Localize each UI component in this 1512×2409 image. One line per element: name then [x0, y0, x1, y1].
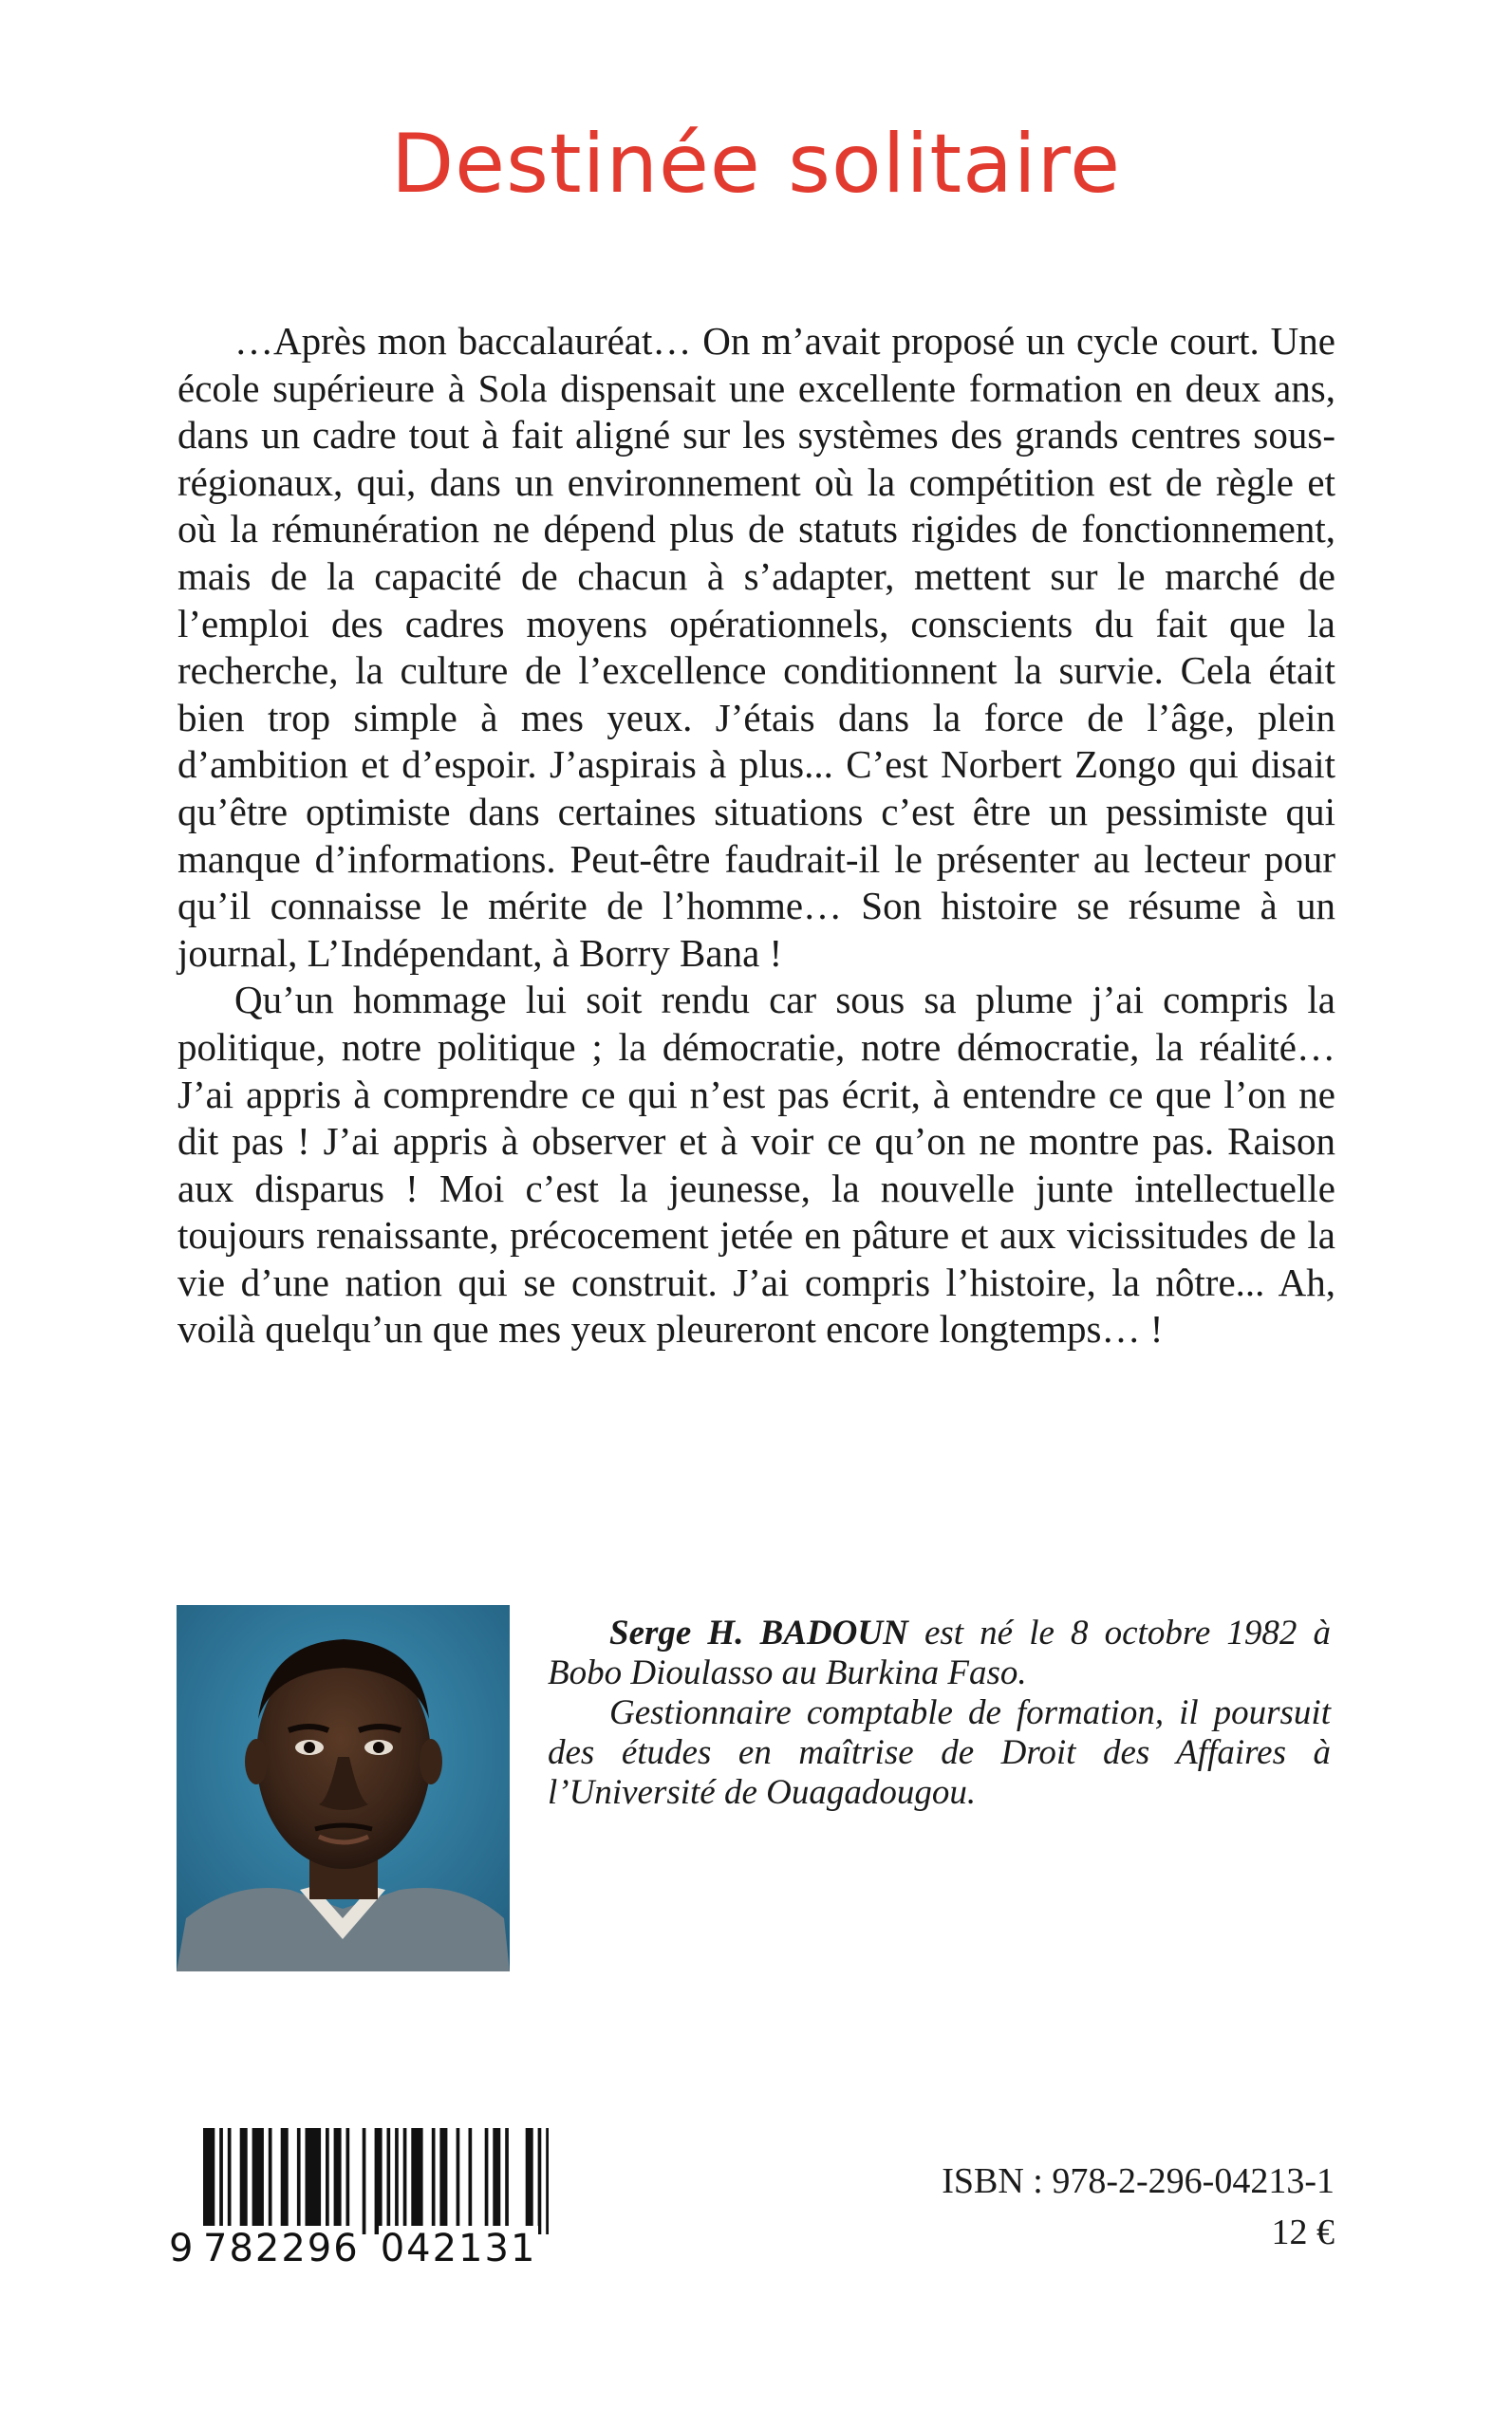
barcode-bar — [297, 2128, 301, 2234]
author-bio-paragraph: Gestionnaire comptable de formation, il poursuit des études en maîtrise de Droit des Affaires à l’Université de Ouagadougou. — [548, 1693, 1331, 1812]
barcode-lead-digit: 9 — [169, 2227, 194, 2270]
barcode-bar — [411, 2128, 422, 2234]
barcode-bar — [395, 2128, 399, 2234]
barcode-bar — [505, 2128, 509, 2234]
author-bio-paragraph — [548, 1614, 1331, 1693]
barcode-bar — [375, 2128, 383, 2234]
barcode-bar — [538, 2128, 542, 2234]
barcode-digit-group: 782296 — [203, 2227, 360, 2270]
blurb-paragraph: …Après mon baccalauréat… On m’avait proposé un cycle court. Une école supérieure à Sola dispensait une excellente formation en deux ans, dans un cadre tout à fait aligné sur les systèmes des grands centres sous-régionaux, qui, dans un environnement où la compétition est de règle et où la rémunération ne dépend plus de statuts rigides de fonctionnement, mais de la capacité de chacun à s’adapter, mettent sur le marché de l’emploi des cadres moyens opérationnels, conscients du fait que la recherche, la culture de l’excellence conditionnent la survie. Cela était bien trop simple à mes yeux. J’étais dans la force de l’âge, plein d’ambition et d’espoir. J’aspirais à plus... C’est Norbert Zongo qui disait qu’être optimiste dans certaines situations c’est être un pessimiste qui manque d’informations. Peut-être faudrait-il le présenter au lecteur pour qu’il connaisse le mérite de l’homme… Son histoire se résume à un journal, L’Indépendant, à Borry Bana ! — [177, 319, 1335, 975]
barcode-digits — [169, 2226, 549, 2271]
book-title: Destinée solitaire — [390, 117, 1122, 212]
isbn-text: ISBN : 978-2-296-04213-1 — [942, 2161, 1335, 2201]
barcode-bar — [363, 2128, 366, 2234]
barcode-bar — [240, 2128, 248, 2234]
author-photo — [177, 1605, 510, 1971]
barcode-bar — [493, 2128, 500, 2234]
barcode-bar — [526, 2128, 533, 2234]
barcode-bar — [281, 2128, 289, 2234]
barcode-bar — [346, 2128, 350, 2234]
back-cover-blurb — [177, 318, 1335, 1354]
barcode-bar — [387, 2128, 391, 2234]
barcode-bar — [306, 2128, 322, 2234]
barcode-bar — [252, 2128, 264, 2234]
barcode-bar — [485, 2128, 489, 2234]
barcode-bar — [403, 2128, 407, 2234]
author-portrait-image — [177, 1605, 510, 1971]
barcode-bar — [326, 2128, 329, 2234]
author-name: Serge H. BADOUN — [609, 1614, 908, 1653]
barcode-digit-group: 042131 — [380, 2227, 537, 2270]
barcode-bar — [469, 2128, 473, 2234]
blurb-paragraph: Qu’un hommage lui soit rendu car sous sa plume j’ai compris la politique, notre politique ; la démocratie, notre démocratie, la réalité… J’ai appris à comprendre ce qui n’est pas écrit, à entendre ce que l’on ne dit pas ! J’ai appris à observer et à voir ce qu’on ne montre pas. Raison aux disparus ! Moi c’est la jeunesse, la nouvelle junte intellectuelle toujours renaissante, précocement jetée en pâture et aux vicissitudes de la vie d’une nation qui se construit. J’ai compris l’histoire, la nôtre... Ah, voilà quelqu’un que mes yeux pleureront encore longtemps… ! — [177, 978, 1335, 1352]
barcode-bar — [546, 2128, 549, 2234]
barcode-bar — [228, 2128, 232, 2234]
barcode-bar — [334, 2128, 342, 2234]
price-text: 12 € — [1271, 2213, 1335, 2252]
barcode-bar — [269, 2128, 272, 2234]
author-bio — [548, 1614, 1331, 1813]
author-birth-info: est né le 8 octobre 1982 à Bobo Dioulasso au Burkina Faso. — [548, 1614, 1331, 1692]
